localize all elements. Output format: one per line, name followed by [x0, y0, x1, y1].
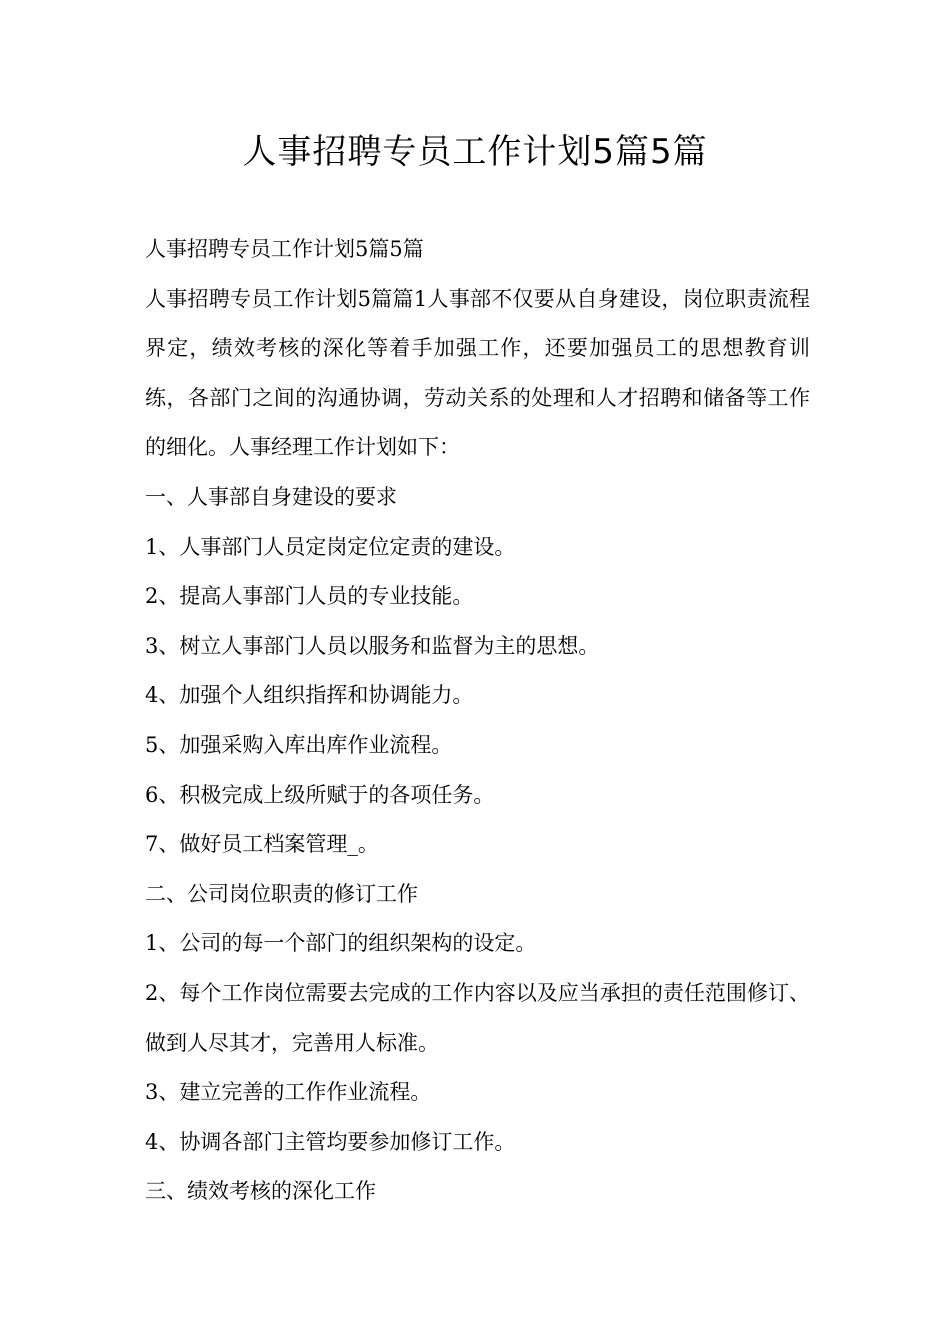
- list-item: 3、树立人事部门人员以服务和监督为主的思想。: [145, 633, 600, 658]
- list-item: 5、加强采购入库出库作业流程。: [145, 732, 453, 757]
- list-item: 1、公司的每一个部门的组织架构的设定。: [145, 931, 537, 956]
- list-item: 7、做好员工档案管理_。: [145, 832, 379, 857]
- document-title: 人事招聘专员工作计划5篇5篇: [242, 132, 708, 172]
- list-item: 6、积极完成上级所赋于的各项任务。: [145, 782, 495, 807]
- section-heading-3: 三、绩效考核的深化工作: [145, 1179, 376, 1204]
- list-item: 1、人事部门人员定岗定位定责的建设。: [145, 534, 516, 559]
- list-item: 2、提高人事部门人员的专业技能。: [145, 584, 474, 609]
- list-item: 2、每个工作岗位需要去完成的工作内容以及应当承担的责任范围修订、做到人尽其才，完善用人标准。: [145, 980, 810, 1055]
- list-item: 4、加强个人组织指挥和协调能力。: [145, 683, 474, 708]
- intro-paragraph: 人事招聘专员工作计划5篇篇1人事部不仅要从自身建设，岗位职责流程界定，绩效考核的深化等着手加强工作，还要加强员工的思想教育训练，各部门之间的沟通协调，劳动关系的处理和人才招聘和储备等工作的细化。人事经理工作计划如下：: [145, 286, 810, 460]
- section-heading-1: 一、人事部自身建设的要求: [145, 484, 397, 509]
- subtitle-paragraph: 人事招聘专员工作计划5篇5篇: [145, 237, 424, 261]
- section-heading-2: 二、公司岗位职责的修订工作: [145, 881, 418, 906]
- document-body: [145, 225, 810, 1217]
- list-item: 3、建立完善的工作作业流程。: [145, 1080, 432, 1105]
- list-item: 4、协调各部门主管均要参加修订工作。: [145, 1129, 516, 1154]
